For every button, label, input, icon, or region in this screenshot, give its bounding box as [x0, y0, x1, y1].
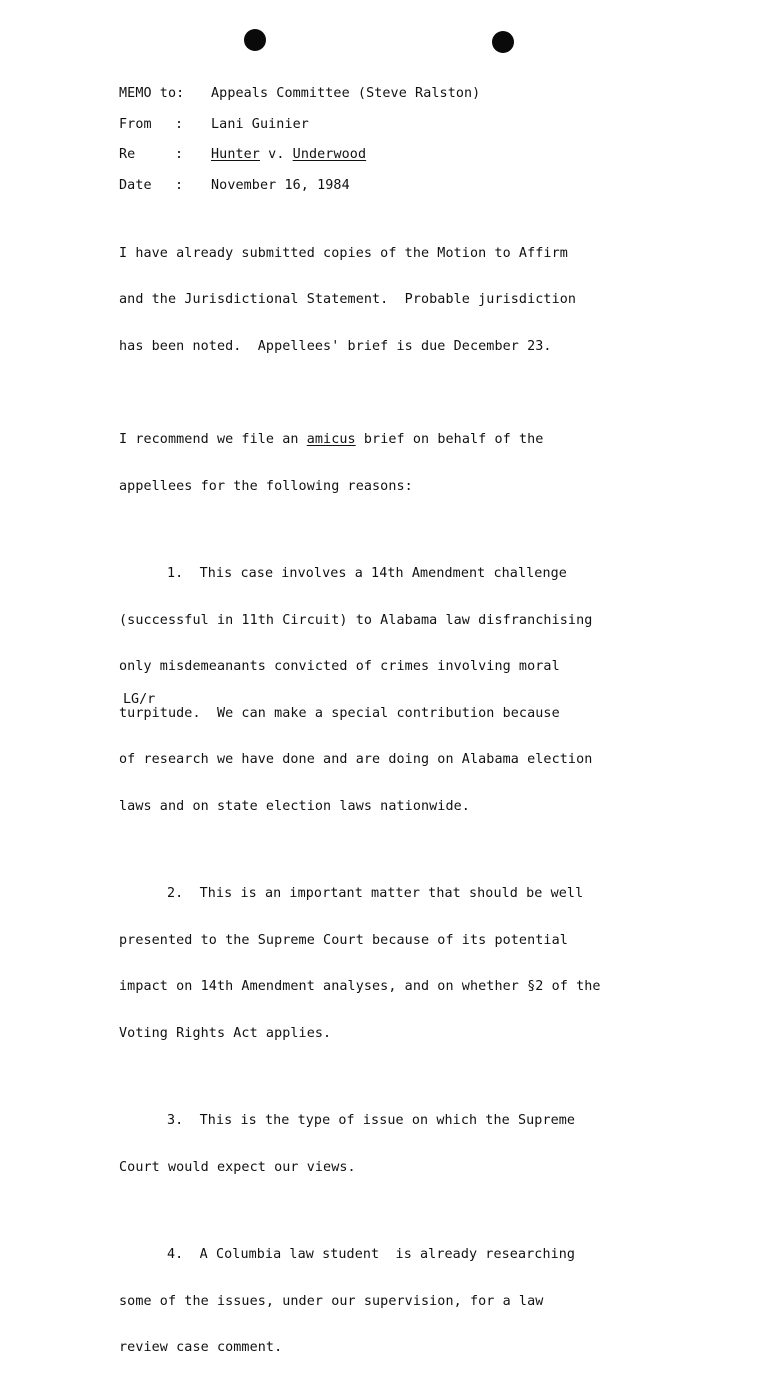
reason-line: Court would expect our views. — [119, 1159, 356, 1175]
reason-line: turpitude. We can make a special contribution because — [119, 705, 560, 721]
re-value — [211, 147, 679, 163]
reason-line: review case comment. — [119, 1340, 283, 1355]
recommend-prefix: I recommend we file an — [119, 432, 307, 447]
date-row — [119, 178, 679, 198]
re-party2: Underwood — [292, 147, 367, 162]
date-value: November 16, 1984 — [211, 177, 350, 193]
reason-line: some of the issues, under our supervision, for a law — [119, 1293, 544, 1309]
recommend-paragraph — [119, 401, 679, 525]
punch-hole-left — [244, 29, 266, 51]
amicus-term: amicus — [306, 432, 356, 447]
from-label: From — [119, 116, 152, 132]
date-label: Date — [119, 177, 152, 193]
intro-line: has been noted. Appellees' brief is due December 23. — [119, 338, 552, 354]
reason-line: 3. This is the type of issue on which the Supreme — [167, 1113, 576, 1128]
from-value: Lani Guinier — [211, 116, 309, 132]
memo-document — [119, 86, 679, 1387]
re-party1: Hunter — [211, 147, 260, 162]
reason-line: Voting Rights Act applies. — [119, 1025, 332, 1041]
reason-line: laws and on state election laws nationwide. — [119, 798, 470, 814]
re-colon: : — [175, 147, 184, 162]
reason-line: presented to the Supreme Court because of its potential — [119, 932, 568, 948]
re-label: Re — [119, 147, 136, 162]
typist-initials: LG/r — [123, 692, 156, 707]
intro-paragraph — [119, 215, 679, 386]
reason-line: (successful in 11th Circuit) to Alabama law disfranchising — [119, 612, 593, 628]
reason-2 — [119, 855, 679, 1072]
from-row — [119, 117, 679, 137]
re-versus: v. — [268, 147, 285, 162]
reason-line: 4. A Columbia law student is already researching — [167, 1247, 576, 1262]
recommend-line — [119, 432, 679, 448]
reason-line: of research we have done and are doing on Alabama election — [119, 752, 593, 767]
recommend-line-2: appellees for the following reasons: — [119, 478, 413, 494]
reason-3 — [119, 1082, 679, 1206]
from-colon: : — [175, 116, 184, 132]
recommend-suffix: brief on behalf of the — [355, 432, 544, 447]
intro-line: I have already submitted copies of the Motion to Affirm — [119, 245, 568, 261]
intro-line: and the Jurisdictional Statement. Probable jurisdiction — [119, 292, 577, 307]
reason-line: 2. This is an important matter that should be well — [167, 886, 584, 901]
memo-to-label: MEMO to: — [119, 86, 185, 101]
reason-4 — [119, 1216, 679, 1387]
memo-to-value: Appeals Committee (Steve Ralston) — [211, 86, 481, 101]
memo-to-row — [119, 86, 679, 106]
reason-1 — [119, 535, 679, 845]
punch-hole-right — [492, 31, 514, 53]
reason-line: 1. This case involves a 14th Amendment challenge — [167, 566, 567, 581]
re-row — [119, 147, 679, 167]
reason-line: impact on 14th Amendment analyses, and on whether §2 of the — [119, 979, 601, 994]
reason-line: only misdemeanants convicted of crimes involving moral — [119, 659, 560, 674]
date-colon: : — [175, 177, 184, 193]
